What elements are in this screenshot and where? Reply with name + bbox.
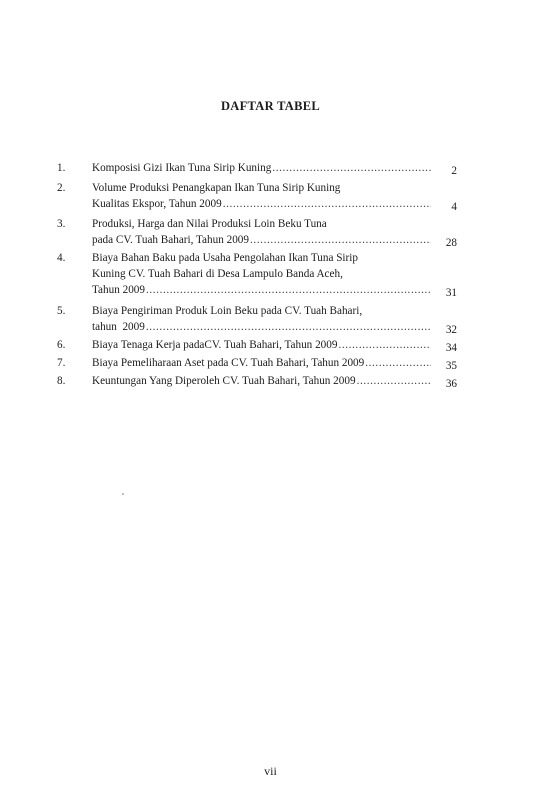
dot-leader bbox=[146, 282, 431, 298]
entry-title: Volume Produksi Penangkapan Ikan Tuna Sirip Kuning bbox=[92, 182, 341, 194]
entry-number: 7. bbox=[57, 357, 66, 369]
entry-page-number: 34 bbox=[445, 342, 457, 354]
dot-leader bbox=[365, 355, 431, 371]
dot-leader bbox=[338, 337, 431, 353]
entry-title: Biaya Pengiriman Produk Loin Beku pada CV. Tuah Bahari, bbox=[92, 305, 363, 317]
entry-number: 5. bbox=[57, 305, 66, 317]
table-list bbox=[57, 160, 457, 389]
scan-speck bbox=[122, 493, 124, 495]
entry-number: 1. bbox=[57, 162, 66, 174]
dot-leader bbox=[223, 196, 431, 212]
entry-title: Produksi, Harga dan Nilai Produksi Loin Beku Tuna bbox=[92, 218, 327, 230]
list-item bbox=[57, 355, 457, 371]
entry-page-number: 2 bbox=[451, 165, 457, 177]
dot-leader bbox=[250, 232, 431, 248]
entry-number: 8. bbox=[57, 375, 66, 387]
entry-number: 3. bbox=[57, 218, 66, 230]
list-item bbox=[57, 303, 457, 335]
entry-title-continued: tahun 2009 bbox=[92, 321, 145, 333]
list-item bbox=[57, 160, 457, 176]
entry-page-number: 28 bbox=[445, 237, 457, 249]
entry-number: 4. bbox=[57, 252, 66, 264]
entry-number: 6. bbox=[57, 339, 66, 351]
page-number-footer: vii bbox=[264, 764, 277, 778]
entry-title-continued: Kualitas Ekspor, Tahun 2009 bbox=[92, 198, 222, 210]
entry-title: Keuntungan Yang Diperoleh CV. Tuah Bahari, Tahun 2009 bbox=[92, 375, 356, 387]
entry-title: Biaya Pemeliharaan Aset pada CV. Tuah Bahari, Tahun 2009 bbox=[92, 357, 365, 369]
page-title: DAFTAR TABEL bbox=[220, 99, 321, 113]
list-item bbox=[57, 216, 457, 248]
list-item bbox=[57, 180, 457, 212]
dot-leader bbox=[272, 160, 431, 176]
entry-title-continued: Kuning CV. Tuah Bahari di Desa Lampulo Banda Aceh, bbox=[92, 268, 343, 280]
entry-title: Komposisi Gizi Ikan Tuna Sirip Kuning bbox=[92, 162, 272, 174]
dot-leader bbox=[146, 319, 431, 335]
dot-leader bbox=[357, 373, 431, 389]
entry-title: Biaya Tenaga Kerja padaCV. Tuah Bahari, Tahun 2009 bbox=[92, 339, 338, 351]
list-item bbox=[57, 250, 457, 298]
entry-page-number: 36 bbox=[445, 378, 457, 390]
entry-title-continued: pada CV. Tuah Bahari, Tahun 2009 bbox=[92, 234, 249, 246]
list-item bbox=[57, 373, 457, 389]
entry-page-number: 31 bbox=[445, 287, 457, 299]
entry-page-number: 4 bbox=[451, 201, 457, 213]
entry-number: 2. bbox=[57, 182, 66, 194]
entry-title-continued: Tahun 2009 bbox=[92, 284, 145, 296]
entry-title: Biaya Bahan Baku pada Usaha Pengolahan Ikan Tuna Sirip bbox=[92, 252, 358, 264]
entry-page-number: 32 bbox=[445, 324, 457, 336]
entry-page-number: 35 bbox=[445, 360, 457, 372]
list-item bbox=[57, 337, 457, 353]
